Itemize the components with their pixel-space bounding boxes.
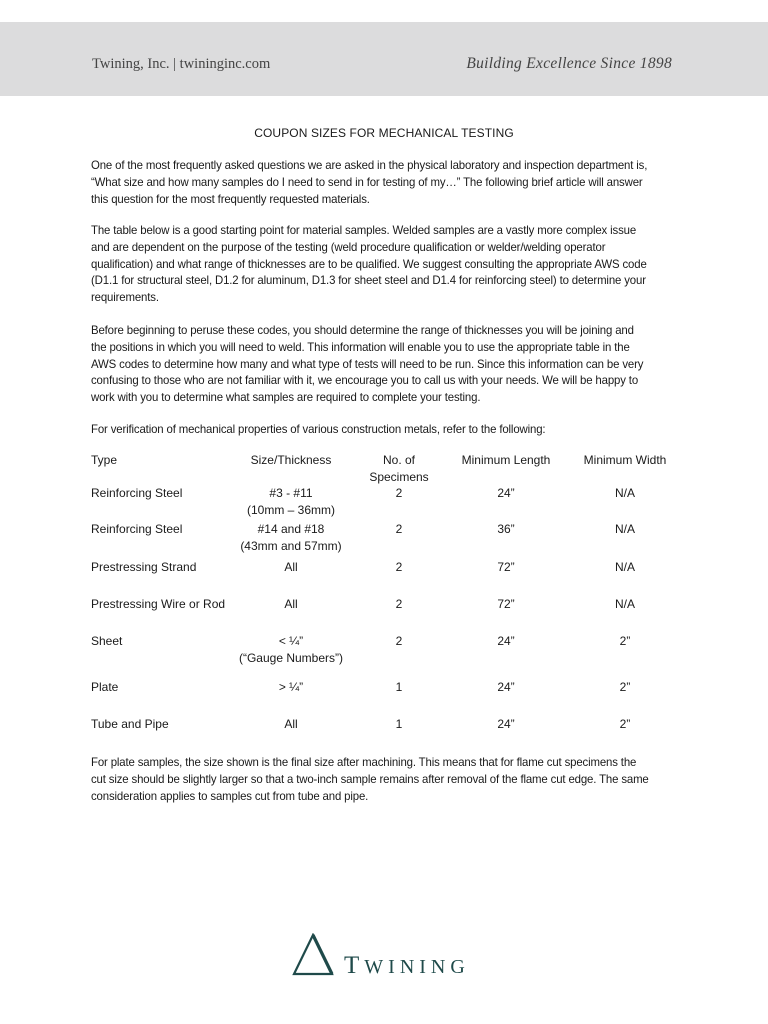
cell-length: 36” xyxy=(497,522,515,536)
header-specimens xyxy=(359,452,439,485)
cell-type: Plate xyxy=(91,680,119,694)
cell-specimens: 2 xyxy=(395,634,403,648)
header-specimens-line1: No. of xyxy=(382,453,415,467)
header-specimens-line2: Specimens xyxy=(369,469,429,484)
cell-size xyxy=(221,633,361,666)
cell-size: All xyxy=(284,717,298,731)
cell-specimens: 2 xyxy=(395,486,403,500)
paragraph-codes: Before beginning to peruse these codes, you should determine the range of thicknesses you will be joining and the positions in which you will need to weld. This information will enable you to use the appropriate table in the AWS codes to determine how many and what type of tests will need to be run. Since this information can be very confusing to those who are not familiar with it, we encourage you to call us with your needs. We will be happy to work with you to determine what samples are required to complete your testing. xyxy=(91,323,644,405)
header-width: Minimum Width xyxy=(583,453,667,467)
cell-size-line2: (10mm – 36mm) xyxy=(246,502,335,517)
cell-width: 2” xyxy=(619,717,631,731)
cell-size-line2: (43mm and 57mm) xyxy=(240,538,342,553)
cell-specimens: 1 xyxy=(395,680,403,694)
paragraph-verification: For verification of mechanical properties of various construction metals, refer to the following: xyxy=(91,422,546,436)
cell-size: > ¼” xyxy=(278,680,304,694)
document-title: COUPON SIZES FOR MECHANICAL TESTING xyxy=(254,126,514,140)
cell-size-line1: #3 - #11 xyxy=(269,486,313,500)
cell-width: 2” xyxy=(619,680,631,694)
paragraph-table-intro: The table below is a good starting point for material samples. Welded samples are a vastly more complex issue and are dependent on the purpose of the testing (weld procedure qualification or welder/welding operator qualification) and what range of thicknesses are to be qualified. We suggest consulting the appropriate AWS code (D1.1 for structural steel, D1.2 for aluminum, D1.3 for sheet steel and D1.4 for reinforcing steel) to determine your requirements. xyxy=(91,223,647,305)
cell-specimens: 2 xyxy=(395,522,403,536)
logo-first-letter: T xyxy=(344,952,365,979)
triangle-logo-icon xyxy=(292,933,338,977)
header-type: Type xyxy=(91,453,118,467)
cell-size: All xyxy=(284,560,298,574)
cell-type: Prestressing Wire or Rod xyxy=(91,597,226,611)
cell-type: Sheet xyxy=(91,634,123,648)
twining-logo xyxy=(292,933,482,981)
cell-width: 2” xyxy=(619,634,631,648)
cell-length: 24” xyxy=(497,717,515,731)
cell-width: N/A xyxy=(614,486,635,500)
cell-type: Tube and Pipe xyxy=(91,717,169,731)
cell-specimens: 1 xyxy=(395,717,403,731)
cell-width: N/A xyxy=(614,522,635,536)
logo-rest: WINING xyxy=(364,956,470,978)
logo-wordmark xyxy=(344,952,470,980)
cell-size-line1: #14 and #18 xyxy=(257,522,325,536)
cell-size-line2: (“Gauge Numbers”) xyxy=(238,650,344,665)
cell-specimens: 2 xyxy=(395,560,403,574)
header-band xyxy=(0,22,768,96)
paragraph-intro: One of the most frequently asked questions we are asked in the physical laboratory and inspection department is, “What size and how many samples do I need to send in for testing of my…” The following brief article will answer this question for the most frequently requested materials. xyxy=(91,158,648,206)
cell-size xyxy=(221,485,361,518)
header-company: Twining, Inc. | twininginc.com xyxy=(92,56,271,72)
cell-length: 24” xyxy=(497,680,515,694)
cell-length: 72” xyxy=(497,597,515,611)
cell-type: Reinforcing Steel xyxy=(91,522,183,536)
cell-size-line1: < ¼” xyxy=(278,634,304,648)
header-tagline: Building Excellence Since 1898 xyxy=(466,55,672,72)
cell-width: N/A xyxy=(614,560,635,574)
header-length: Minimum Length xyxy=(461,453,551,467)
cell-size: All xyxy=(284,597,298,611)
header-size: Size/Thickness xyxy=(250,453,332,467)
cell-length: 72” xyxy=(497,560,515,574)
cell-width: N/A xyxy=(614,597,635,611)
cell-size xyxy=(221,521,361,554)
cell-type: Prestressing Strand xyxy=(91,560,197,574)
cell-specimens: 2 xyxy=(395,597,403,611)
cell-length: 24” xyxy=(497,486,515,500)
cell-type: Reinforcing Steel xyxy=(91,486,183,500)
paragraph-plate-note: For plate samples, the size shown is the final size after machining. This means that for flame cut specimens the cut size should be slightly larger so that a two-inch sample remains after removal of the flame cut edge. The same consideration applies to samples cut from tube and pipe. xyxy=(91,755,649,803)
cell-length: 24” xyxy=(497,634,515,648)
